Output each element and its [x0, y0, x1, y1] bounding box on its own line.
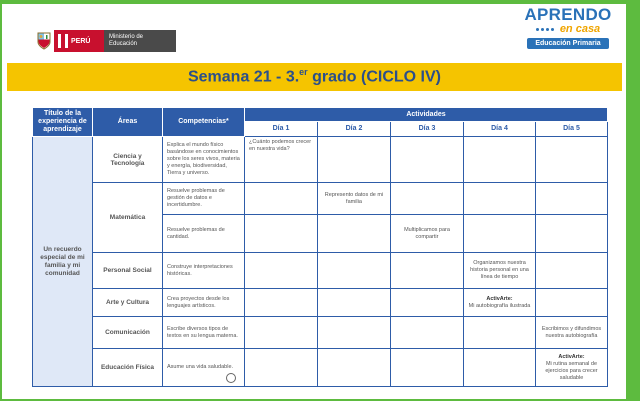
activity-cell — [318, 349, 391, 387]
schedule-table — [32, 107, 608, 387]
activity-cell — [464, 137, 536, 183]
activity-cell — [318, 317, 391, 349]
activity-cell — [536, 215, 608, 253]
minedu-logo — [34, 28, 176, 54]
area-cell: Educación Física — [93, 349, 163, 387]
table-row — [33, 349, 608, 387]
table-row — [33, 137, 608, 183]
area-cell: Matemática — [93, 183, 163, 253]
activity-cell: ¿Cuánto podemos crecer en nuestra vida? — [245, 137, 318, 183]
activity-cell — [391, 183, 464, 215]
competencia-cell: Asume una vida saludable. — [163, 349, 245, 387]
activity-cell — [245, 289, 318, 317]
header-titulo: Título de la experiencia de aprendizaje — [33, 108, 93, 137]
activity-cell — [245, 253, 318, 289]
area-cell: Ciencia y Tecnología — [93, 137, 163, 183]
table-row — [33, 253, 608, 289]
activity-cell: ActivArte: Mi autobiografía ilustrada — [464, 289, 536, 317]
activity-cell: Multiplicamos para compartir — [391, 215, 464, 253]
brand-dots-icon — [536, 28, 554, 31]
activity-cell — [391, 137, 464, 183]
brand-subtitle: en casa — [559, 23, 601, 35]
header-day-1: Día 1 — [245, 122, 318, 137]
activity-cell — [464, 215, 536, 253]
table-row — [33, 289, 608, 317]
activity-cell — [464, 183, 536, 215]
page-title: Semana 21 - 3.$^{er}$ grado (CICLO IV) — [187, 67, 441, 86]
activity-cell — [464, 317, 536, 349]
activity-cell — [318, 137, 391, 183]
activity-cell — [245, 349, 318, 387]
header-competencias: Competencias* — [163, 108, 245, 137]
competencia-cell: Resuelve problemas de cantidad. — [163, 215, 245, 253]
header-day-3: Día 3 — [391, 122, 464, 137]
activity-cell: Escribimos y difundimos nuestra autobiografía — [536, 317, 608, 349]
activity-cell — [245, 215, 318, 253]
activity-cell — [318, 289, 391, 317]
competencia-cell: Construye interpretaciones históricas. — [163, 253, 245, 289]
mouse-cursor-icon — [226, 373, 236, 383]
activity-cell — [391, 349, 464, 387]
activity-cell — [391, 317, 464, 349]
header-day-2: Día 2 — [318, 122, 391, 137]
area-cell: Personal Social — [93, 253, 163, 289]
peru-label — [54, 30, 104, 52]
level-badge: Educación Primaria — [527, 38, 609, 49]
header-actividades: Actividades — [245, 108, 608, 122]
header-day-5: Día 5 — [536, 122, 608, 137]
peru-text: PERÚ — [71, 37, 91, 45]
peru-flag-icon — [58, 34, 68, 48]
coat-of-arms-icon — [34, 29, 54, 53]
ministry-label: Ministerio de Educación — [104, 30, 176, 52]
experience-title: Un recuerdo especial de mi familia y mi comunidad — [33, 137, 93, 387]
table-row — [33, 317, 608, 349]
competencia-cell: Escribe diversos tipos de textos en su lengua materna. — [163, 317, 245, 349]
activity-cell — [536, 253, 608, 289]
header-areas: Áreas — [93, 108, 163, 137]
competencia-cell: Crea proyectos desde los lenguajes artísticos. — [163, 289, 245, 317]
competencia-cell: Explica el mundo físico basándose en conocimientos sobre los seres vivos, materia y energía, biodiversidad, Tierra y universo. — [163, 137, 245, 183]
activity-cell — [536, 289, 608, 317]
activity-cell — [391, 253, 464, 289]
activity-cell — [464, 349, 536, 387]
brand-title: APRENDO — [524, 5, 612, 24]
activity-cell — [318, 253, 391, 289]
activity-cell — [536, 183, 608, 215]
activity-cell — [536, 137, 608, 183]
activity-cell — [245, 183, 318, 215]
area-cell: Comunicación — [93, 317, 163, 349]
table-row — [33, 183, 608, 215]
area-cell: Arte y Cultura — [93, 289, 163, 317]
activity-cell: Organizamos nuestra historia personal en una línea de tiempo — [464, 253, 536, 289]
activity-cell — [318, 215, 391, 253]
activity-cell — [391, 289, 464, 317]
week-banner — [7, 63, 622, 91]
activity-cell — [245, 317, 318, 349]
activity-cell: Represento datos de mi familia — [318, 183, 391, 215]
competencia-cell: Resuelve problemas de gestión de datos e incertidumbre. — [163, 183, 245, 215]
aprendo-en-casa-logo — [518, 6, 618, 49]
page-header — [2, 4, 626, 62]
header-day-4: Día 4 — [464, 122, 536, 137]
activity-cell: ActivArte: Mi rutina semanal de ejercicios para crecer saludable — [536, 349, 608, 387]
